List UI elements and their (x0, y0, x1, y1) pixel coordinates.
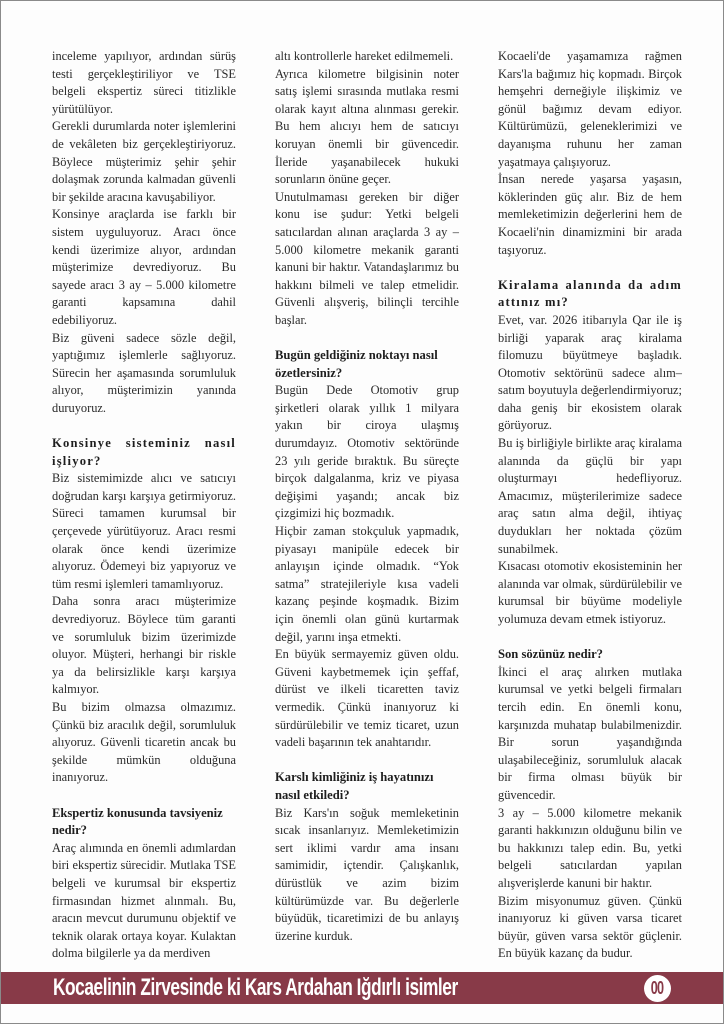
section-heading: Kiralama alanında da adım attınız mı? (498, 277, 682, 310)
footer-title: Kocaelinin Zirvesinde ki Kars Ardahan Iğdırlı isimler (53, 974, 458, 1001)
paragraph: Unutulmaması gereken bir diğer konu ise şudur: Yetki belgeli satıcılardan alınan araçlarda 3 ay – 5.000 kilometre mekanik garanti kanuni bir haktır. Vatandaşlarımız bu hakkını bilmeli ve talep etmelidir. Güvenli alışveriş, bilinçli tercihle başlar. (275, 189, 459, 327)
page-number: 00 (651, 978, 664, 998)
paragraph: Kocaeli'de yaşamamıza rağmen Kars'la bağımız hiç kopmadı. Birçok hemşehri derneğiyle ilişkimiz ve gönül bağımız devam ediyor. Kültürümüzü, geleneklerimizi ve dayanışma ruhunu her zaman yaşatmaya çalışıyoruz. (498, 49, 682, 169)
section-heading: Son sözünüz nedir? (498, 647, 603, 662)
article-columns (52, 48, 682, 963)
paragraph: Bizim misyonumuz güven. Çünkü inanıyoruz ki güven varsa ticaret büyür, güven varsa sektör güçlenir. En büyük kazanç da budur. (498, 893, 682, 961)
section-heading: Karslı kimliğiniz iş hayatınızı nasıl etkiledi? (275, 770, 434, 802)
paragraph: En büyük sermayemiz güven oldu. Güveni kaybetmemek için şeffaf, dürüst ve ilkeli ticaretten taviz vermedik. Çünkü inanıyoruz ki sürdürülebilir ve temiz ticaret, uzun vadeli başarının tek anahtarıdır. (275, 647, 459, 750)
paragraph: inceleme yapılıyor, ardından sürüş testi gerçekleştiriliyor ve TSE belgeli ekspertiz süreci titizlikle yürütülüyor. (52, 49, 236, 116)
paragraph: Bugün Dede Otomotiv grup şirketleri olarak yıllık 1 milyara yakın bir ciroya ulaşmış durumdayız. Otomotiv sektöründe 23 yılı geride bıraktık. Bu süreçte birçok dalgalanma, kriz ve piyasa değişimi yaşandı; ancak biz çizgimizi hiç bozmadık. (275, 383, 459, 521)
section-heading: Konsinye sisteminiz nasıl işliyor? (52, 436, 236, 468)
paragraph: Biz sistemimizde alıcı ve satıcıyı doğrudan karşı karşıya getirmiyoruz. Süreci tamamen kurumsal bir çerçevede yürütüyoruz. Aracı resmi olarak önce kendi üzerimize alıyoruz. Ödemeyi biz yapıyoruz ve tüm resmi işlemleri tamamlıyoruz. (52, 471, 236, 591)
paragraph: 3 ay – 5.000 kilometre mekanik garanti hakkınızın olduğunu bilin ve bu hakkınızı talep edin. Bu, yetki belgeli satıcılardan yapılan alışverişlerde kanuni bir haktır. (498, 805, 682, 890)
paragraph: Kısacası otomotiv ekosisteminin her alanında var olmak, sürdürülebilir ve kurumsal bir büyüme modeliyle yolumuza devam etmek istiyoruz. (498, 559, 682, 626)
paragraph: altı kontrollerle hareket edilmemeli. (275, 49, 454, 63)
paragraph: Araç alımında en önemli adımlardan biri ekspertiz sürecidir. Mutlaka TSE belgeli ve kurumsal bir ekspertiz firmasından hizmet alınmalı. Bu, aracın mevcut durumunu objektif ve teknik olarak ortaya koyar. Kulaktan dolma bilgilerle ya da merdiven (52, 840, 236, 961)
paragraph: Biz Kars'ın soğuk memleketinin sıcak insanlarıyız. Memleketimizin sert iklimi vardır ama insanı samimidir, içtendir. Çalışkanlık, dürüstlük ve azim bizim kültürümüzde var. Bu değerlerle büyüdük, ticaretimizi de bu anlayış üzerine kurduk. (275, 805, 459, 943)
section-heading: Ekspertiz konusunda tavsiyeniz nedir? (52, 805, 223, 838)
page-number-badge (644, 975, 671, 1002)
footer-band (1, 972, 723, 1004)
section-heading: Bugün geldiğiniz noktayı nasıl özetlersiniz? (275, 348, 438, 380)
article-column-2 (275, 48, 459, 963)
paragraph: Hiçbir zaman stokçuluk yapmadık, piyasayı manipüle edecek bir anlayışın içinde olmadık. “Yok satma” stratejileriyle kısa vadeli kazanç peşinde koşmadık. Bizim için önemli olan günü kurtarmak değil, yarını inşa etmekti. (275, 524, 459, 644)
paragraph: Gerekli durumlarda noter işlemlerini de vekâleten biz gerçekleştiriyoruz. Böylece müşterimiz şehir şehir dolaşmak zorunda kalmadan güvenli bir şekilde aracına kavuşabiliyor. (52, 119, 236, 204)
paragraph: Biz güveni sadece sözle değil, yaptığımız işlemlerle sağlıyoruz. Sürecin her aşamasında sorumluluk alıyor, müşterimizin yanında duruyoruz. (52, 330, 236, 415)
paragraph: Evet, var. 2026 itibarıyla Qar ile iş birliği yaparak araç kiralama filomuzu büyütmeye başladık. Otomotiv sektörünü sadece alım–satım boyutuyla değerlendirmiyoruz; daha geniş bir ekosistem olarak görüyoruz. (498, 312, 682, 433)
article-column-3 (498, 48, 682, 963)
paragraph: Daha sonra aracı müşterimize devrediyoruz. Böylece tüm garanti ve sorumluluk bizim üzerimizde oluyor. Müşteri, herhangi bir riskle ya da belirsizlikle karşı karşıya kalmıyor. (52, 594, 236, 697)
paragraph: İkinci el araç alırken mutlaka kurumsal ve yetki belgeli firmaları tercih edin. En önemli konu, karşınızda muhatap bulabilmenizdir. Bir sorun yaşandığında ulaşabileceğiniz, sorumluluk alacak bir firma olması büyük bir güvencedir. (498, 664, 682, 802)
paragraph: Konsinye araçlarda ise farklı bir sistem uyguluyoruz. Aracı önce kendi üzerimize alıyor, ardından müşterimize devrediyoruz. Bu sayede aracı 3 ay – 5.000 kilometre garanti kapsamına dahil edebiliyoruz. (52, 207, 236, 327)
paragraph: Bu iş birliğiyle birlikte araç kiralama alanında da güçlü bir yapı oluşturmayı hedefliyoruz. Amacımız, müşterilerimize sadece araç satın alma değil, ihtiyaç duydukları her noktada çözüm sunabilmek. (498, 436, 682, 556)
paragraph: İnsan nerede yaşarsa yaşasın, köklerinden güç alır. Biz de hem memleketimizin değerlerini hem de Kocaeli'nin dinamizmini bir arada taşıyoruz. (498, 172, 682, 257)
paragraph: Ayrıca kilometre bilgisinin noter satış işlemi sırasında mutlaka resmi olarak kayıt altına alınması gerekir. Bu hem alıcıyı hem de satıcıyı koruyan önemli bir güvencedir. İleride yaşanabilecek hukuki sorunların önüne geçer. (275, 66, 459, 187)
paragraph: Bu bizim olmazsa olmazımız. Çünkü biz aracılık değil, sorumluluk alıyoruz. Güvenli ticaretin ancak bu şekilde mümkün olduğuna inanıyoruz. (52, 699, 236, 785)
article-column-1 (52, 48, 236, 963)
